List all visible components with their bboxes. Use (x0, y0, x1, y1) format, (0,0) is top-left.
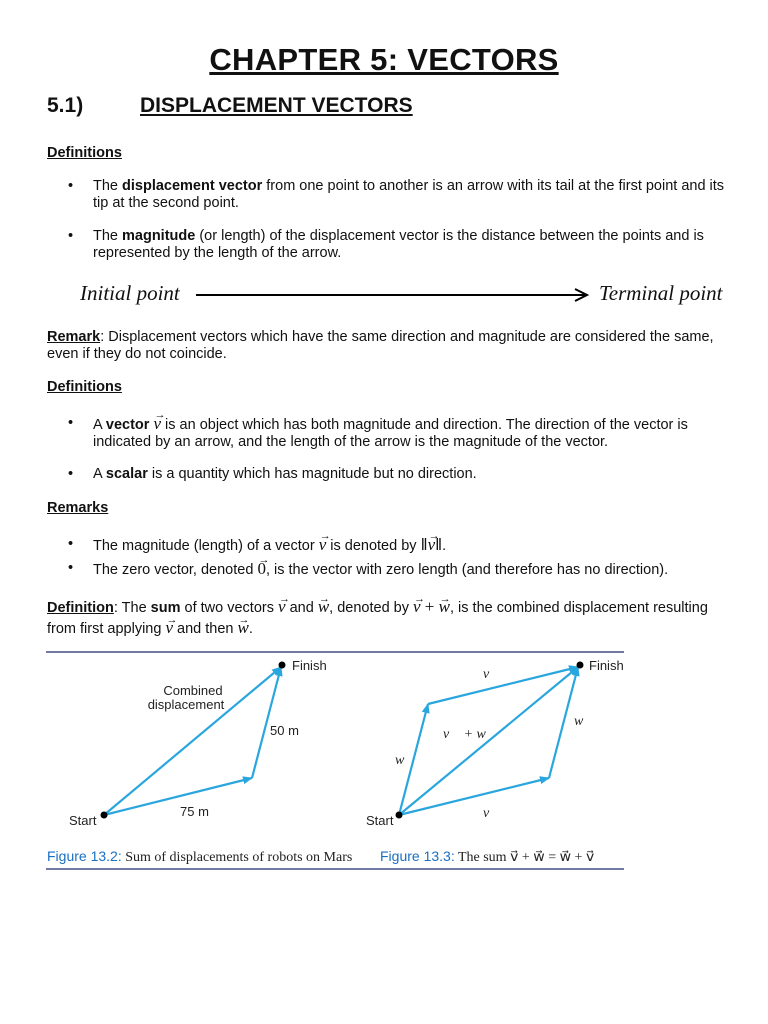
remark-zero-vector: The zero vector, denoted → 0, is the vector with zero length (and therefore has no direction). (93, 560, 733, 579)
bullet-icon: • (68, 178, 74, 194)
chapter-title: CHAPTER 5: VECTORS (209, 42, 559, 77)
bullet-icon: • (68, 536, 74, 552)
start-label: Start (366, 813, 394, 828)
bullet-icon: • (68, 466, 74, 482)
label-v-bottom: v⃗ (483, 806, 501, 821)
definition-scalar: A scalar is a quantity which has magnitude but no direction. (93, 466, 477, 482)
figure-parallelogram-sum (366, 658, 624, 865)
finish-label: Finish (589, 658, 624, 673)
figure-robots-on-mars (47, 658, 352, 865)
remark-paragraph: Remark: Displacement vectors which have the same direction and magnitude are considered the same, even if they do not coincide. (47, 329, 714, 362)
distance-50m-label: 50 m (270, 723, 299, 738)
definition-displacement-vector: The displacement vector from one point to another is an arrow with its tail at the first point and its tip at the second point. (93, 178, 725, 211)
displacement-arrow-icon (195, 287, 595, 303)
definitions-heading-2: Definitions (47, 379, 122, 395)
definition-magnitude: The magnitude (or length) of the displacement vector is the distance between the points and is represented by the length of the arrow. (93, 228, 704, 261)
remark-magnitude-notation: The magnitude (length) of a vector → v is denoted by ‖→ v‖. (93, 536, 733, 555)
finish-point-icon (279, 662, 286, 669)
initial-point-label: Initial point (80, 281, 180, 305)
bullet-icon: • (68, 228, 74, 244)
vector-sum-figures (0, 645, 768, 875)
section-number: 5.1) (47, 94, 84, 117)
definition-vector-sum: Definition: The sum of two vectors → v and → w, denoted by → v + → w, is the combined displacement resulting from first applying → v and then → w. (47, 597, 727, 639)
finish-label: Finish (292, 658, 327, 673)
label-w-right: w⃗ (574, 714, 595, 729)
combined-label-line2: displacement (147, 697, 225, 712)
distance-75m-label: 75 m (180, 804, 209, 819)
figure-13-3-caption: Figure 13.3: The sum v⃗ + w⃗ = w⃗ + v⃗ (380, 848, 595, 865)
start-point-icon (396, 812, 403, 819)
start-point-icon (101, 812, 108, 819)
combined-label-line1: Combined (163, 683, 223, 698)
remarks-heading: Remarks (47, 500, 109, 516)
terminal-point-label: Terminal point (599, 281, 723, 305)
bullet-icon: • (68, 560, 74, 576)
figure-13-2-caption: Figure 13.2: Sum of displacements of robots on Mars (47, 848, 353, 865)
label-w-left: w⃗ (395, 753, 416, 768)
finish-point-icon (577, 662, 584, 669)
bullet-icon: • (68, 415, 74, 431)
start-label: Start (69, 813, 97, 828)
label-v-top: v⃗ (483, 667, 501, 682)
label-v-plus-w: v⃗ + w⃗ (443, 727, 497, 742)
section-title: DISPLACEMENT VECTORS (140, 94, 413, 117)
definitions-heading: Definitions (47, 145, 122, 161)
definition-vector: A vector → v is an object which has both magnitude and direction. The direction of the vector is indicated by an arrow, and the length of the arrow is the magnitude of the vector. (93, 415, 733, 451)
